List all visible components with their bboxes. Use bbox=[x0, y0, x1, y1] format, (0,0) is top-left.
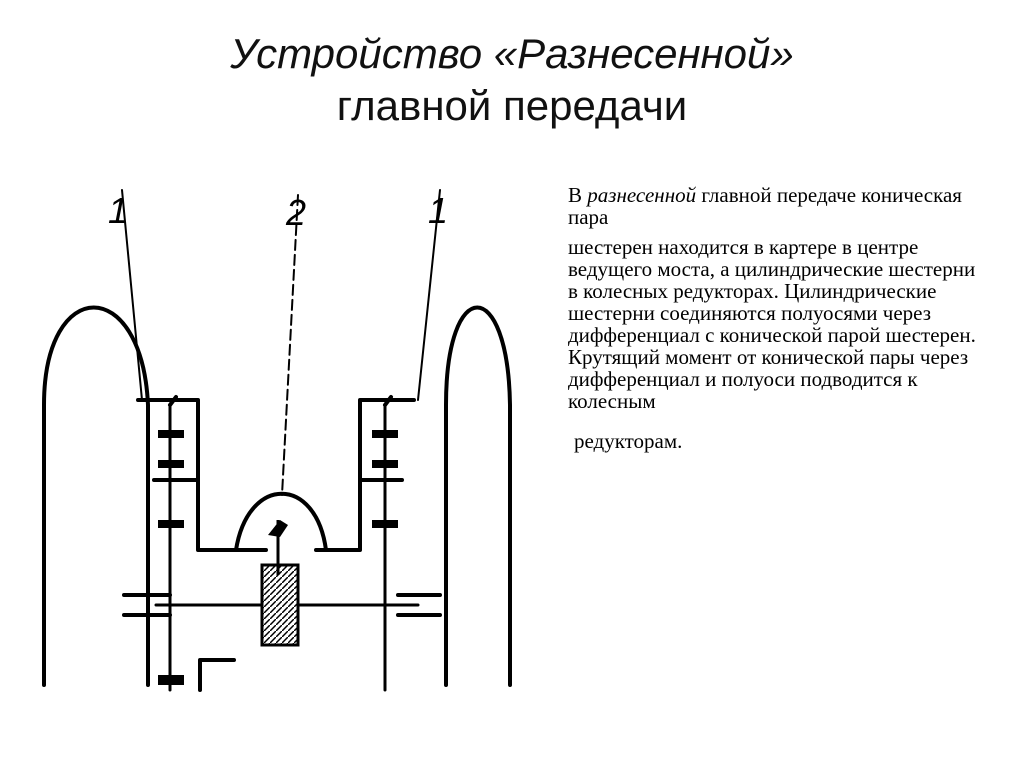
title-line-1: Устройство «Разнесенной» bbox=[230, 30, 794, 77]
left-hub-frame bbox=[138, 400, 266, 550]
right-wheel-outline bbox=[446, 308, 510, 686]
p1-italic-term: разнесенной bbox=[587, 183, 697, 207]
paragraph-1 bbox=[568, 184, 988, 228]
p1-start: В bbox=[568, 183, 588, 207]
right-hub-frame bbox=[316, 400, 414, 550]
paragraph-2: шестерен находится в картере в центре ведущего моста, а цилиндрические шестерни в колесных редукторах. Цилиндрические шестерни соединяются полуосями через дифференциал с конической парой шестерен. Крутящий момент от конической пары через дифференциал и полуоси подводится к колесным bbox=[568, 235, 976, 413]
leader-line-2 bbox=[282, 195, 298, 495]
description-text bbox=[568, 184, 988, 452]
p1-rest: главной передаче коническая пара bbox=[568, 183, 962, 229]
left-wheel-outline bbox=[44, 308, 148, 686]
slide-title bbox=[0, 28, 1024, 132]
paragraph-3: редукторам. bbox=[574, 429, 683, 453]
label-2: 2 bbox=[286, 192, 307, 233]
label-1-left: 1 bbox=[108, 190, 129, 231]
left-gear-bar bbox=[158, 430, 184, 438]
final-drive-diagram bbox=[30, 175, 530, 695]
title-line-2: главной передачи bbox=[336, 82, 688, 129]
right-gear-bar bbox=[372, 430, 398, 438]
label-1-right: 1 bbox=[428, 190, 449, 231]
differential-block bbox=[262, 565, 298, 645]
